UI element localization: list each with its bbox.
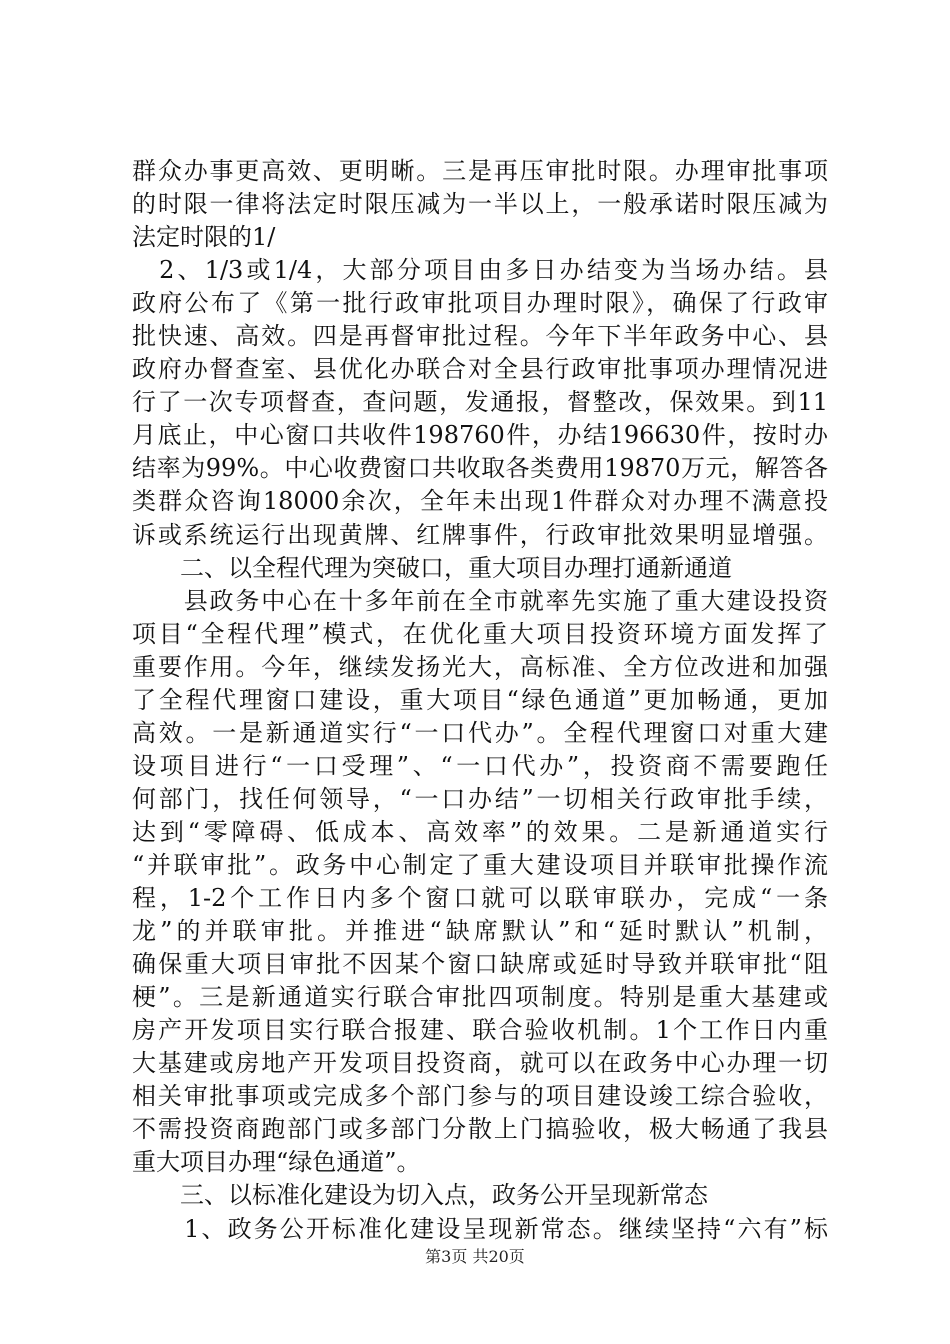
text-line: 龙”的并联审批。并推进“缺席默认”和“延时默认”机制，	[132, 917, 828, 946]
text-line: 诉或系统运行出现黄牌、红牌事件，行政审批效果明显增强。	[132, 520, 828, 549]
text-line: 二、以全程代理为突破口，重大项目办理打通新通道	[132, 553, 732, 582]
text-line: 政府办督查室、县优化办联合对全县行政审批事项办理情况进	[132, 355, 828, 384]
text-line: 不需投资商跑部门或多部门分散上门搞验收，极大畅通了我县	[132, 1115, 828, 1144]
text-line: 政府公布了《第一批行政审批项目办理时限》，确保了行政审	[132, 289, 828, 318]
text-line: 程，1-2个工作日内多个窗口就可以联审联办，完成“一条	[132, 884, 828, 913]
text-line: 房产开发项目实行联合报建、联合验收机制。1个工作日内重	[132, 1016, 828, 1045]
text-line: 行了一次专项督查，查问题，发通报，督整改，保效果。到11	[132, 388, 828, 417]
page-footer: 第3页 共20页	[425, 1247, 525, 1266]
text-line: 1、政务公开标准化建设呈现新常态。继续坚持“六有”标	[132, 1214, 828, 1243]
text-line: 达到“零障碍、低成本、高效率”的效果。二是新通道实行	[132, 817, 828, 846]
text-line: 重要作用。今年，继续发扬光大，高标准、全方位改进和加强	[132, 652, 828, 681]
text-line: 法定时限的1/	[132, 223, 276, 252]
text-line: 类群众咨询18000余次，全年未出现1件群众对办理不满意投	[132, 487, 828, 516]
text-line: 设项目进行“一口受理”、“一口代办”，投资商不需要跑任	[132, 751, 828, 780]
text-line: 的时限一律将法定时限压减为一半以上，一般承诺时限压减为	[132, 190, 828, 219]
text-line: 群众办事更高效、更明晰。三是再压审批时限。办理审批事项	[132, 157, 828, 185]
text-line: 确保重大项目审批不因某个窗口缺席或延时导致并联审批“阻	[132, 950, 828, 979]
text-line: 大基建或房地产开发项目投资商，就可以在政务中心办理一切	[132, 1049, 828, 1078]
text-line: 三、以标准化建设为切入点，政务公开呈现新常态	[132, 1181, 708, 1210]
text-line: “并联审批”。政务中心制定了重大建设项目并联审批操作流	[132, 850, 828, 879]
text-line: 高效。一是新通道实行“一口代办”。全程代理窗口对重大建	[132, 718, 828, 747]
text-line: 项目“全程代理”模式，在优化重大项目投资环境方面发挥了	[132, 619, 828, 648]
text-line: 2、1/3或1/4，大部分项目由多日办结变为当场办结。县	[132, 256, 828, 285]
text-line: 结率为99%。中心收费窗口共收取各类费用19870万元，解答各	[132, 454, 828, 483]
text-line: 月底止，中心窗口共收件198760件，办结196630件，按时办	[132, 421, 828, 450]
text-line: 重大项目办理“绿色通道”。	[132, 1148, 421, 1177]
text-line: 县政务中心在十多年前在全市就率先实施了重大建设投资	[132, 586, 828, 615]
text-line: 梗”。三是新通道实行联合审批四项制度。特别是重大基建或	[132, 983, 828, 1012]
document-body	[132, 155, 828, 1246]
text-line: 了全程代理窗口建设，重大项目“绿色通道”更加畅通，更加	[132, 685, 828, 714]
text-line: 批快速、高效。四是再督审批过程。今年下半年政务中心、县	[132, 322, 828, 351]
text-line: 相关审批事项或完成多个部门参与的项目建设竣工综合验收，	[132, 1082, 828, 1111]
text-line: 何部门，找任何领导，“一口办结”一切相关行政审批手续，	[132, 784, 828, 813]
